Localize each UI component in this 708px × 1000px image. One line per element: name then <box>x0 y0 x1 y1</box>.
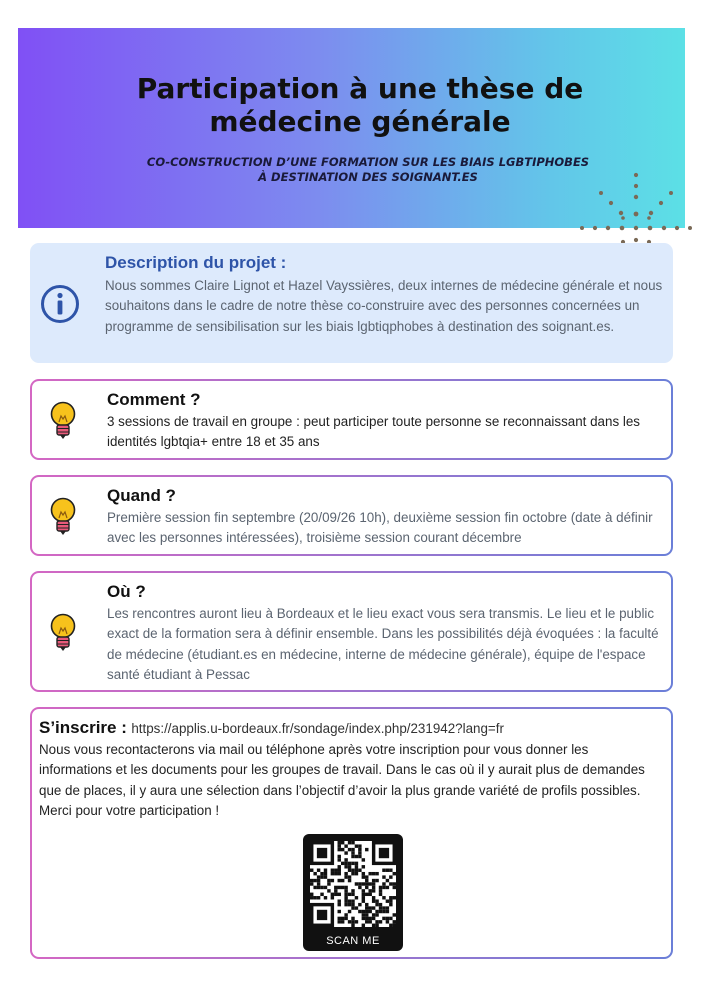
info-circle-icon <box>40 284 80 324</box>
description-text: Nous sommes Claire Lignot et Hazel Vayssières, deux internes de médecine générale et nous souhaitons dans le cadre de notre thèse co-construire avec des personnes concernées un programme de sensibilisation sur les biais lgbtiqphobes à destination des soignant.es. <box>105 278 663 334</box>
description-heading: Description du projet : <box>105 253 287 272</box>
signup-text: Nous vous recontacterons via mail ou téléphone après votre inscription pour vous donner les informations et les documents pour les groupes de travail. Dans le cas où il y aurait plus de demandes que de places, il y aura une sélection dans l’objectif d’avoir la plus grande variété de profils possibles. Merci pour votre participation ! <box>39 742 645 818</box>
qr-code-icon <box>310 841 396 927</box>
qr-code[interactable] <box>303 834 403 951</box>
quand-heading: Quand ? <box>107 486 176 505</box>
signup-line <box>39 718 504 738</box>
signup-label: S’inscrire : <box>39 718 127 737</box>
lightbulb-icon <box>50 613 76 653</box>
description-card <box>30 243 673 363</box>
comment-heading: Comment ? <box>107 390 201 409</box>
ou-heading: Où ? <box>107 582 146 601</box>
lightbulb-icon <box>50 497 76 537</box>
signup-link[interactable]: https://applis.u-bordeaux.fr/sondage/index.php/231942?lang=fr <box>131 721 504 736</box>
ou-text: Les rencontres auront lieu à Bordeaux et le lieu exact vous sera transmis. Le lieu et le public exact de la formation sera à définir ensemble. Dans les possibilités déjà évoquées : la faculté de médecine (étudiant.es en médecine, interne de médecine générale), équipe de l'espace santé étudiant à Pessac <box>107 606 659 682</box>
signup-card <box>30 707 673 959</box>
comment-text: 3 sessions de travail en groupe : peut participer toute personne se reconnaissant dans les identités lgbtqia+ entre 18 et 35 ans <box>107 414 640 450</box>
lightbulb-icon <box>50 401 76 441</box>
header-banner <box>18 28 685 228</box>
page-title: Participation à une thèse de médecine générale <box>136 72 584 138</box>
qr-scan-label: SCAN ME <box>326 935 380 947</box>
quand-card <box>30 475 673 556</box>
comment-card <box>30 379 673 460</box>
page-subtitle: CO-CONSTRUCTION D’UNE FORMATION SUR LES BIAIS LGBTIPHOBES À DESTINATION DES SOIGNANT.ES <box>146 155 590 184</box>
quand-text: Première session fin septembre (20/09/26 10h), deuxième session fin octobre (date à définir avec les personnes intéressées), troisième session courant décembre <box>107 510 653 546</box>
ou-card <box>30 571 673 692</box>
